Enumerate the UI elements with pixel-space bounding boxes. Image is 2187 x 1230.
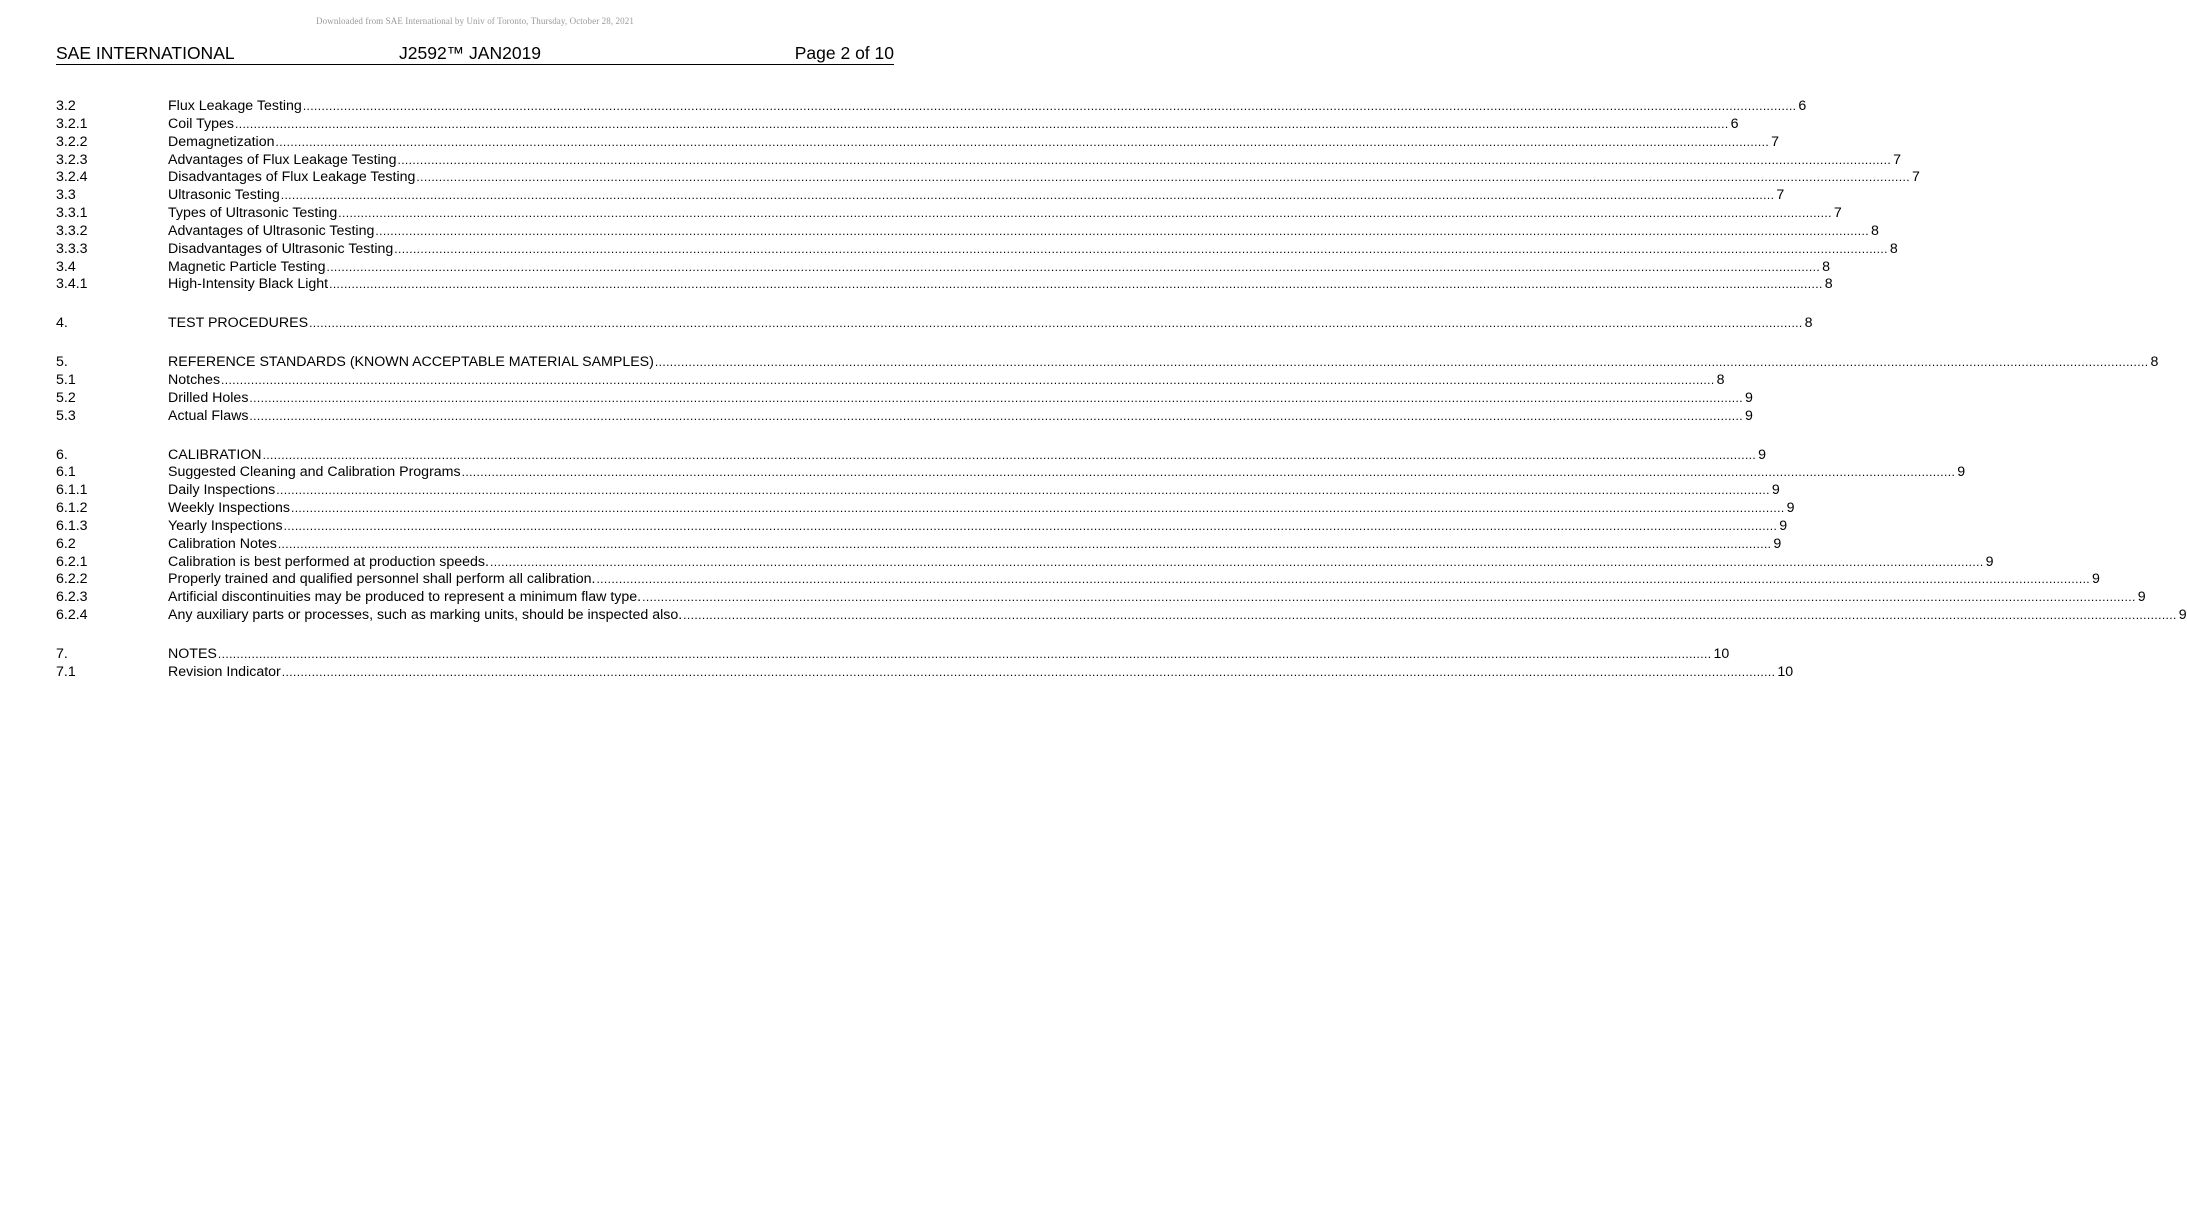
toc-entry[interactable] — [56, 389, 1753, 408]
toc-entry[interactable] — [56, 276, 1833, 294]
toc-section-title: Flux Leakage Testing — [168, 98, 302, 114]
toc-dot-leader: ................................................................................................................................................................................................................................................................................................................................................................................................................ — [326, 259, 1821, 274]
toc-entry[interactable] — [56, 607, 2187, 625]
toc-section-number: 6.2.4 — [56, 607, 88, 624]
toc-section-title: Demagnetization — [168, 133, 275, 150]
toc-entry[interactable] — [56, 464, 1966, 482]
toc-section-title: Ultrasonic Testing — [168, 187, 280, 204]
toc-section-title: Daily Inspections — [168, 482, 276, 499]
toc-section-title: High-Intensity Black Light — [168, 276, 329, 293]
toc-dot-leader: ................................................................................................................................................................................................................................................................................................................................................................................................................ — [642, 590, 2136, 605]
toc-section-title: Calibration is best performed at production speeds. — [168, 553, 489, 570]
toc-page-number: 9 — [1773, 535, 1782, 552]
toc-section-title: Drilled Holes — [168, 389, 249, 406]
toc-section-number: 4. — [56, 315, 68, 332]
toc-dot-leader: ................................................................................................................................................................................................................................................................................................................................................................................................................ — [461, 465, 1956, 480]
toc-section-title: Magnetic Particle Testing — [168, 258, 326, 275]
toc-dot-leader: ................................................................................................................................................................................................................................................................................................................................................................................................................ — [329, 277, 1823, 292]
toc-dot-leader: ................................................................................................................................................................................................................................................................................................................................................................................................................ — [338, 206, 1832, 221]
toc-section-title: NOTES — [168, 645, 217, 662]
toc-entry[interactable] — [56, 371, 1725, 390]
toc-section-number: 3.4.1 — [56, 276, 88, 293]
toc-section-number: 6.2 — [56, 535, 76, 552]
toc-section-number: 7.1 — [56, 663, 76, 680]
toc-section-number: 3.4 — [56, 258, 76, 275]
toc-dot-leader: ................................................................................................................................................................................................................................................................................................................................................................................................................ — [489, 554, 1984, 569]
toc-entry[interactable] — [56, 98, 1807, 116]
toc-section-title: Disadvantages of Ultrasonic Testing — [168, 240, 394, 257]
toc-section-number: 3.3.3 — [56, 240, 88, 257]
toc-dot-leader: ................................................................................................................................................................................................................................................................................................................................................................................................................ — [249, 390, 1744, 405]
toc-entry[interactable] — [56, 240, 1898, 259]
toc-entry[interactable] — [56, 258, 1830, 277]
toc-dot-leader: ................................................................................................................................................................................................................................................................................................................................................................................................................ — [277, 536, 1772, 551]
toc-section-title: Disadvantages of Flux Leakage Testing — [168, 169, 416, 186]
download-watermark: Downloaded from SAE International by Univ of Toronto, Thursday, October 28, 2021 — [316, 16, 634, 26]
toc-dot-leader: ................................................................................................................................................................................................................................................................................................................................................................................................................ — [283, 518, 1778, 533]
toc-entry[interactable] — [56, 645, 1730, 664]
toc-dot-leader: ................................................................................................................................................................................................................................................................................................................................................................................................................ — [654, 355, 2149, 370]
toc-dot-leader: ................................................................................................................................................................................................................................................................................................................................................................................................................ — [276, 483, 1770, 498]
toc-page-number: 10 — [1713, 645, 1730, 662]
toc-page-number: 9 — [2092, 571, 2100, 588]
toc-page-number: 9 — [1745, 407, 1753, 424]
toc-section-title: Revision Indicator — [168, 663, 281, 680]
toc-section-number: 6. — [56, 446, 68, 463]
toc-page-number: 7 — [1776, 187, 1785, 204]
toc-section-title: Suggested Cleaning and Calibration Programs — [168, 464, 461, 481]
toc-page-number: 7 — [1833, 205, 1842, 222]
toc-section-number: 3.2.1 — [56, 115, 88, 132]
toc-page-number: 7 — [1911, 169, 1920, 186]
table-of-contents — [56, 98, 2187, 682]
toc-section-number: 3.2 — [56, 98, 76, 114]
toc-entry[interactable] — [56, 517, 1788, 536]
toc-page-number: 9 — [1758, 446, 1767, 463]
toc-section-title: Coil Types — [168, 115, 234, 132]
toc-page-number: 8 — [2150, 354, 2159, 371]
toc-section-title: CALIBRATION — [168, 446, 262, 463]
toc-page-number: 9 — [1786, 500, 1795, 517]
toc-dot-leader: ................................................................................................................................................................................................................................................................................................................................................................................................................ — [397, 152, 1892, 167]
toc-section-number: 7. — [56, 645, 68, 662]
toc-page-number: 9 — [1771, 482, 1780, 499]
toc-page-number: 7 — [1893, 151, 1901, 168]
toc-section-number: 3.2.4 — [56, 169, 88, 186]
header-page-number: Page 2 of 10 — [794, 43, 894, 63]
toc-entry[interactable] — [56, 222, 1879, 241]
toc-page-number: 9 — [1779, 517, 1788, 534]
toc-page-number: 8 — [1824, 276, 1833, 293]
toc-section-number: 6.1.2 — [56, 500, 88, 517]
toc-section-title: Types of Ultrasonic Testing — [168, 205, 338, 222]
toc-page-number: 8 — [1870, 222, 1879, 239]
toc-page-number: 9 — [1745, 389, 1753, 406]
toc-dot-leader: ................................................................................................................................................................................................................................................................................................................................................................................................................ — [217, 646, 1712, 661]
toc-page-number: 10 — [1777, 663, 1794, 680]
toc-entry[interactable] — [56, 315, 1813, 333]
toc-entry[interactable] — [56, 115, 1739, 134]
toc-section-number: 6.1.1 — [56, 482, 88, 499]
toc-section-title: REFERENCE STANDARDS (KNOWN ACCEPTABLE MATERIAL SAMPLES) — [168, 354, 654, 371]
toc-section-number: 5. — [56, 354, 68, 371]
toc-dot-leader: ................................................................................................................................................................................................................................................................................................................................................................................................................ — [234, 116, 1729, 131]
toc-dot-leader: ................................................................................................................................................................................................................................................................................................................................................................................................................ — [221, 372, 1715, 387]
toc-section-title: Any auxiliary parts or processes, such as marking units, should be inspected also. — [168, 607, 683, 624]
toc-section-title: Properly trained and qualified personnel shall perform all calibration. — [168, 571, 596, 588]
toc-page-number: 8 — [1822, 258, 1830, 275]
toc-page-number: 9 — [1957, 464, 1966, 481]
toc-section-number: 3.2.3 — [56, 151, 88, 168]
toc-entry[interactable] — [56, 354, 2159, 372]
toc-section-number: 6.2.3 — [56, 589, 88, 606]
toc-section-title: Advantages of Flux Leakage Testing — [168, 151, 397, 168]
toc-section-title: Weekly Inspections — [168, 500, 290, 517]
toc-dot-leader: ................................................................................................................................................................................................................................................................................................................................................................................................................ — [375, 223, 1869, 238]
toc-section-title: Actual Flaws — [168, 407, 249, 424]
toc-section-number: 3.2.2 — [56, 133, 88, 150]
toc-dot-leader: ................................................................................................................................................................................................................................................................................................................................................................................................................ — [309, 316, 1803, 331]
toc-page-number: 9 — [2178, 607, 2187, 624]
toc-dot-leader: ................................................................................................................................................................................................................................................................................................................................................................................................................ — [416, 170, 1910, 185]
toc-entry[interactable] — [56, 151, 1901, 170]
toc-dot-leader: ................................................................................................................................................................................................................................................................................................................................................................................................................ — [249, 408, 1744, 423]
toc-dot-leader: ................................................................................................................................................................................................................................................................................................................................................................................................................ — [280, 188, 1775, 203]
toc-entry[interactable] — [56, 500, 1795, 518]
toc-dot-leader: ................................................................................................................................................................................................................................................................................................................................................................................................................ — [394, 241, 1888, 256]
toc-page-number: 8 — [1716, 371, 1725, 388]
toc-page-number: 9 — [1985, 553, 1994, 570]
toc-entry[interactable] — [56, 571, 2100, 589]
header-org: SAE INTERNATIONAL — [56, 43, 235, 63]
toc-entry[interactable] — [56, 133, 1779, 152]
header-doc-id: J2592™ JAN2019 — [399, 43, 542, 63]
toc-entry[interactable] — [56, 663, 1794, 682]
toc-page-number: 7 — [1771, 133, 1779, 150]
toc-section-title: Artificial discontinuities may be produced to represent a minimum flaw type. — [168, 589, 642, 606]
toc-section-number: 5.3 — [56, 407, 76, 424]
toc-dot-leader: ................................................................................................................................................................................................................................................................................................................................................................................................................ — [290, 501, 1785, 516]
page-header — [56, 43, 894, 65]
toc-entry[interactable] — [56, 205, 1842, 223]
toc-dot-leader: ................................................................................................................................................................................................................................................................................................................................................................................................................ — [683, 608, 2177, 623]
toc-entry[interactable] — [56, 589, 2146, 607]
toc-page-number: 6 — [1798, 98, 1807, 114]
toc-section-number: 6.1 — [56, 464, 76, 481]
toc-section-title: TEST PROCEDURES — [168, 315, 309, 332]
toc-dot-leader: ................................................................................................................................................................................................................................................................................................................................................................................................................ — [281, 664, 1776, 679]
toc-section-title: Notches — [168, 371, 221, 388]
toc-section-number: 3.3.2 — [56, 222, 88, 239]
toc-dot-leader: ................................................................................................................................................................................................................................................................................................................................................................................................................ — [275, 134, 1770, 149]
toc-dot-leader: ................................................................................................................................................................................................................................................................................................................................................................................................................ — [596, 572, 2091, 587]
toc-page-number: 8 — [1889, 240, 1898, 257]
toc-section-number: 5.2 — [56, 389, 76, 406]
toc-section-number: 6.2.2 — [56, 571, 88, 588]
toc-section-number: 6.2.1 — [56, 553, 88, 570]
toc-dot-leader: ................................................................................................................................................................................................................................................................................................................................................................................................................ — [302, 99, 1797, 113]
toc-section-number: 3.3 — [56, 187, 76, 204]
toc-page-number: 8 — [1804, 315, 1813, 332]
toc-section-title: Yearly Inspections — [168, 517, 283, 534]
toc-entry[interactable] — [56, 482, 1780, 500]
toc-section-number: 3.3.1 — [56, 205, 88, 222]
toc-entry[interactable] — [56, 553, 1994, 572]
toc-page-number: 9 — [2137, 589, 2146, 606]
toc-entry[interactable] — [56, 187, 1785, 205]
toc-dot-leader: ................................................................................................................................................................................................................................................................................................................................................................................................................ — [262, 447, 1757, 462]
toc-section-title: Advantages of Ultrasonic Testing — [168, 222, 375, 239]
toc-section-number: 5.1 — [56, 371, 76, 388]
toc-section-number: 6.1.3 — [56, 517, 88, 534]
toc-entry[interactable] — [56, 446, 1767, 465]
toc-page-number: 6 — [1730, 115, 1739, 132]
toc-section-title: Calibration Notes — [168, 535, 277, 552]
toc-entry[interactable] — [56, 535, 1782, 554]
toc-entry[interactable] — [56, 407, 1753, 426]
toc-entry[interactable] — [56, 169, 1920, 187]
